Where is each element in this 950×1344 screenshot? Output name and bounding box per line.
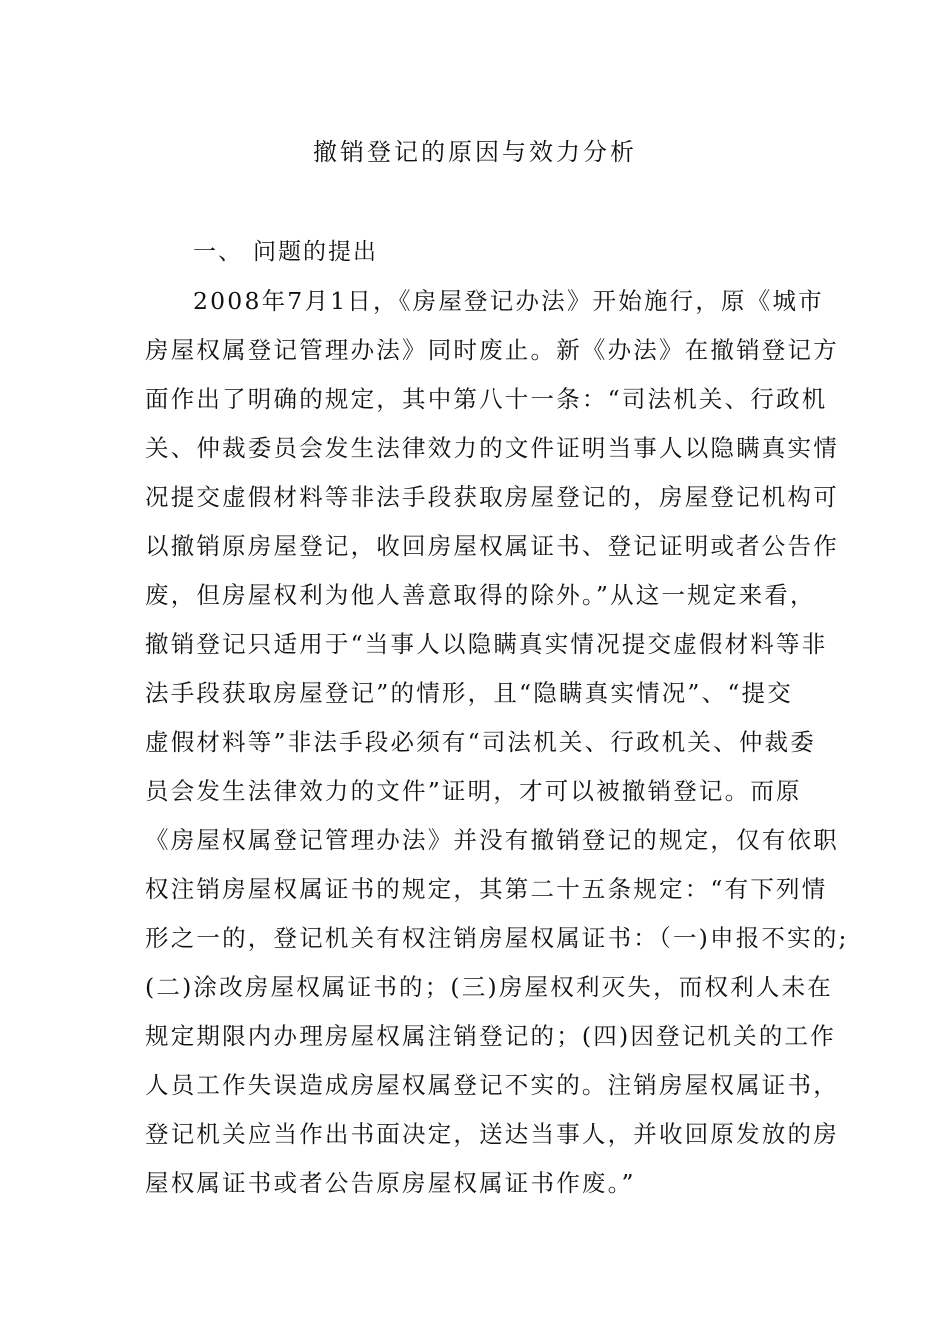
text-line: 面作出了明确的规定，其中第八十一条：“司法机关、行政机: [145, 385, 828, 413]
document-title: 撤销登记的原因与效力分析: [313, 138, 637, 166]
text-line: 员会发生法律效力的文件”证明，才可以被撤销登记。而原: [145, 777, 802, 805]
section-heading: [193, 232, 378, 272]
text-line: 法手段获取房屋登记”的情形，且“隐瞒真实情况”、“提交: [145, 679, 793, 707]
text-line: 2008年7月1日，《房屋登记办法》开始施行，原《城市: [193, 287, 824, 315]
body-text: [145, 278, 849, 1209]
text-line: 形之一的，登记机关有权注销房屋权属证书：（一)申报不实的;: [145, 924, 849, 952]
text-line: (二)涂改房屋权属证书的；(三)房屋权利灭失，而权利人未在: [145, 973, 833, 1001]
text-line: 房屋权属登记管理办法》同时废止。新《办法》在撤销登记方: [145, 336, 839, 364]
text-line: 关、仲裁委员会发生法律效力的文件证明当事人以隐瞒真实情: [145, 434, 839, 462]
text-line: 虚假材料等”非法手段必须有“司法机关、行政机关、仲裁委: [145, 728, 816, 756]
text-line: 登记机关应当作出书面决定，送达当事人，并收回原发放的房: [145, 1120, 839, 1148]
text-line: 况提交虚假材料等非法手段获取房屋登记的，房屋登记机构可: [145, 483, 839, 511]
text-line: 屋权属证书或者公告原房屋权属证书作废。”: [145, 1169, 636, 1197]
text-line: 权注销房屋权属证书的规定，其第二十五条规定：“有下列情: [145, 875, 828, 903]
text-line: 人员工作失误造成房屋权属登记不实的。注销房屋权属证书，: [145, 1071, 839, 1099]
text-line: 《房屋权属登记管理办法》并没有撤销登记的规定，仅有依职: [145, 826, 839, 854]
text-line: 以撤销原房屋登记，收回房屋权属证书、登记证明或者公告作: [145, 532, 839, 560]
section-number: 一、: [193, 239, 243, 265]
section-title: 问题的提出: [253, 239, 378, 265]
text-line: 规定期限内办理房屋权属注销登记的；(四)因登记机关的工作: [145, 1022, 836, 1050]
text-line: 废，但房屋权利为他人善意取得的除外。”从这一规定来看，: [145, 581, 816, 609]
text-line: 撤销登记只适用于“当事人以隐瞒真实情况提交虚假材料等非: [145, 630, 828, 658]
